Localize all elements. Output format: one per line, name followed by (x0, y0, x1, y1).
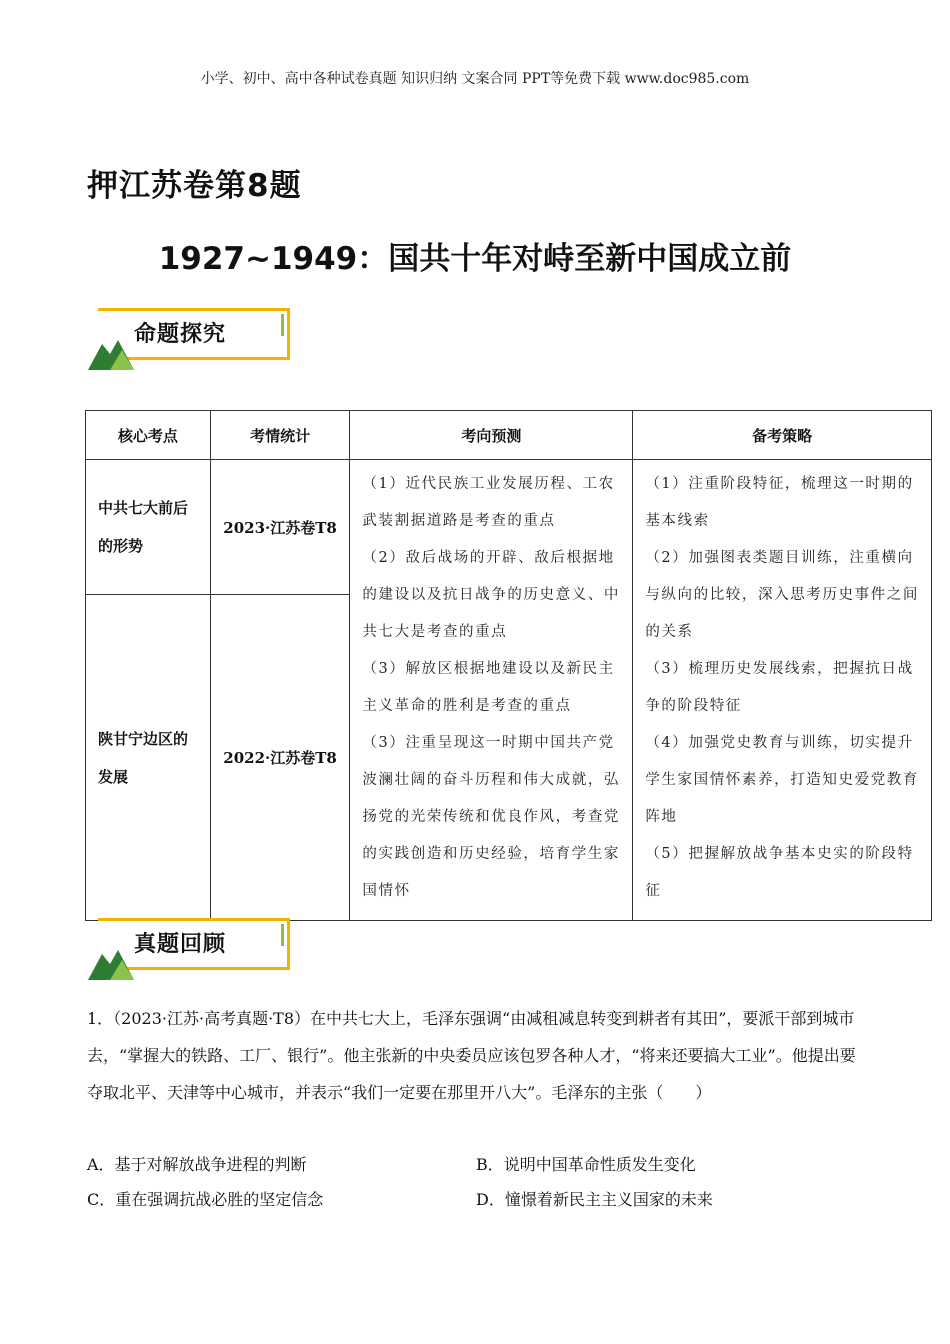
option-b[interactable]: B．说明中国革命性质发生变化 (476, 1155, 696, 1174)
banner-accent (281, 314, 284, 336)
col-header-stats: 考情统计 (210, 411, 350, 460)
section-banner-exploration (88, 306, 298, 368)
page-title: 押江苏卷第8题 (87, 168, 302, 204)
page-header: 小学、初中、高中各种试卷真题 知识归纳 文案合同 PPT等免费下载 www.doc985.com (200, 71, 750, 87)
topic-cell: 中共七大前后的形势 (86, 460, 211, 595)
prediction-item: （3）解放区根据地建设以及新民主主义革命的胜利是考查的重点 (362, 661, 615, 714)
prediction-cell (350, 460, 633, 921)
strategy-cell (633, 460, 932, 921)
col-header-topic: 核心考点 (86, 411, 211, 460)
strategy-item: （4）加强党史教育与训练，切实提升学生家国情怀素养，打造知史爱党教育阵地 (645, 735, 920, 825)
mountain-icon (88, 942, 136, 980)
section-title-review: 真题回顾 (134, 932, 227, 957)
question-text: 1．（2023·江苏·高考真题·T8）在中共七大上，毛泽东强调“由减租减息转变到耕者有其田”，要派干部到城市去，“掌握大的铁路、工厂、银行”。他主张新的中央委员应该包罗各种人才，“将来还要搞大工业”。他提出要夺取北平、天津等中心城市，并表示“我们一定要在那里开八大”。毛泽东的主张（ ） (87, 1009, 856, 1102)
section-banner-review (88, 916, 298, 978)
page-subtitle: 1927~1949：国共十年对峙至新中国成立前 (158, 241, 792, 277)
col-header-strategy: 备考策略 (633, 411, 932, 460)
col-header-prediction: 考向预测 (350, 411, 633, 460)
mountain-icon (88, 332, 136, 370)
section-title-exploration: 命题探究 (134, 322, 227, 347)
option-c[interactable]: C．重在强调抗战必胜的坚定信念 (87, 1190, 324, 1209)
strategy-item: （3）梳理历史发展线索，把握抗日战争的阶段特征 (645, 661, 914, 714)
banner-accent (281, 924, 284, 946)
stat-cell: 2023·江苏卷T8 (210, 460, 350, 595)
prediction-item: （2）敌后战场的开辟、敌后根据地的建设以及抗日战争的历史意义、中共七大是考查的重点 (362, 550, 621, 640)
topic-cell: 陕甘宁边区的发展 (86, 595, 211, 921)
option-a[interactable]: A．基于对解放战争进程的判断 (87, 1155, 307, 1174)
strategy-item: （1）注重阶段特征，梳理这一时期的基本线索 (645, 476, 914, 529)
strategy-item: （5）把握解放战争基本史实的阶段特征 (645, 846, 914, 899)
table-header-row (86, 411, 932, 460)
question-stem (87, 1000, 867, 1111)
table-row (86, 460, 932, 595)
prediction-item: （1）近代民族工业发展历程、工农武装割据道路是考查的重点 (362, 476, 615, 529)
exam-analysis-table (85, 410, 932, 921)
strategy-item: （2）加强图表类题目训练，注重横向与纵向的比较，深入思考历史事件之间的关系 (645, 550, 920, 640)
prediction-item: （3）注重呈现这一时期中国共产党波澜壮阔的奋斗历程和伟大成就，弘扬党的光荣传统和优良作风，考查党的实践创造和历史经验，培育学生家国情怀 (362, 735, 621, 899)
option-d[interactable]: D．憧憬着新民主主义国家的未来 (476, 1190, 713, 1209)
stat-cell: 2022·江苏卷T8 (210, 595, 350, 921)
